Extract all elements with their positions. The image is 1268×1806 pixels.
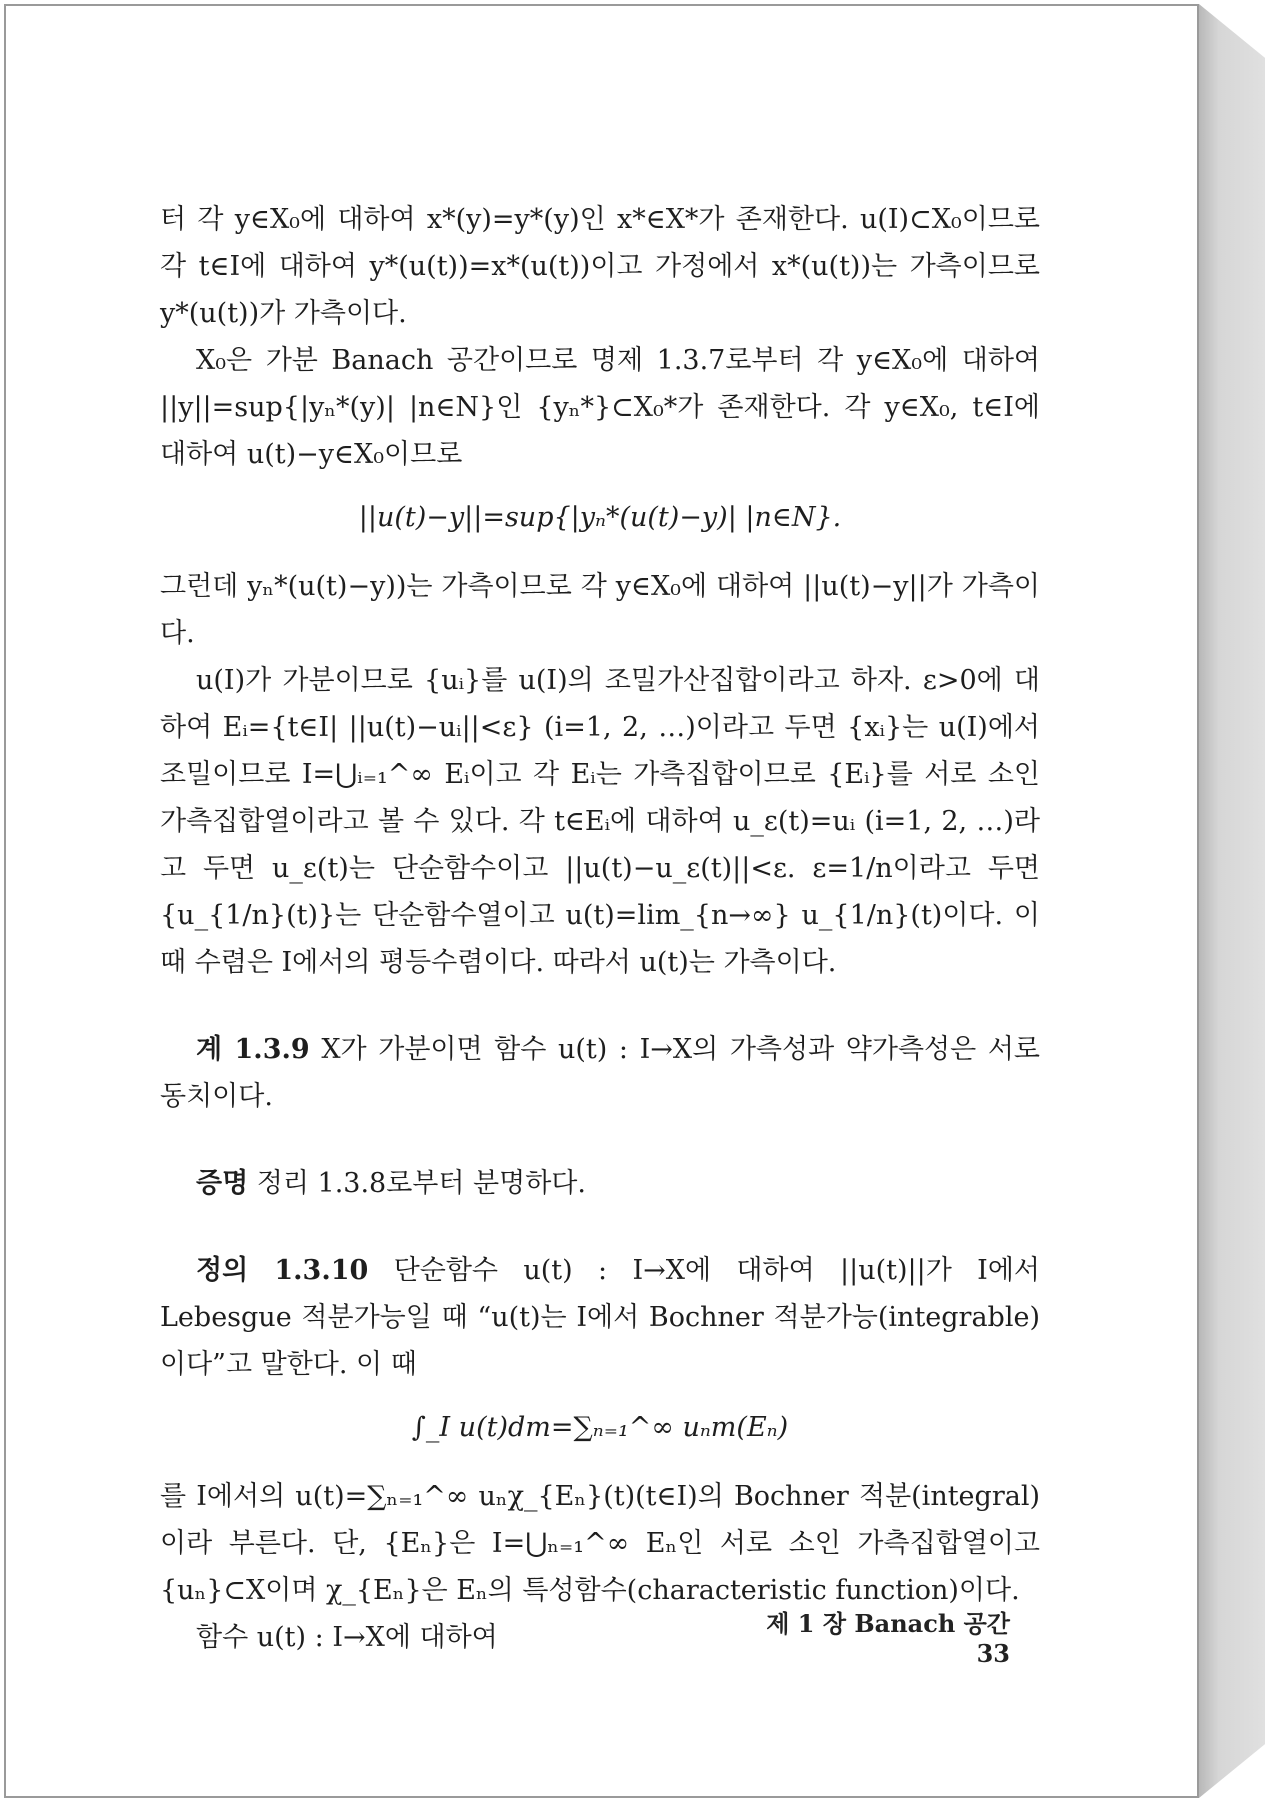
equation-2: ∫_I u(t)dm=∑ₙ₌₁^∞ uₙm(Eₙ): [411, 1412, 789, 1443]
page-edge: [1199, 4, 1265, 1798]
definition-label: 정의 1.3.10: [196, 1255, 369, 1286]
proof-label: 증명: [196, 1168, 249, 1199]
equation-1: ||u(t)−y||=sup{|yₙ*(u(t)−y)| |n∈N}.: [358, 502, 842, 533]
chapter-title: 제 1 장 Banach 공간: [766, 1609, 1010, 1638]
paragraph-2: X₀은 가분 Banach 공간이므로 명제 1.3.7로부터 각 y∈X₀에 대하여 ||y||=sup{|yₙ*(y)| |n∈N}인 {yₙ*}⊂X₀*가 존재한다. 각 y∈X₀, t∈I에 대하여 u(t)−y∈X₀이므로: [160, 345, 1040, 470]
definition: [160, 1247, 1040, 1388]
proof: [160, 1160, 1040, 1207]
paragraph-4: u(I)가 가분이므로 {uᵢ}를 u(I)의 조밀가산집합이라고 하자. ε>0에 대하여 Eᵢ={t∈I| ||u(t)−uᵢ||<ε} (i=1, 2, …)이라고 두면 {xᵢ}는 u(I)에서 조밀이므로 I=⋃ᵢ₌₁^∞ Eᵢ이고 각 Eᵢ는 가측집합이므로 {Eᵢ}를 서로 소인 가측집합열이라고 볼 수 있다. 각 t∈Eᵢ에 대하여 u_ε(t)=uᵢ (i=1, 2, …)라고 두면 u_ε(t)는 단순함수이고 ||u(t)−u_ε(t)||<ε. ε=1/n이라고 두면 {u_{1/n}(t)}는 단순함수열이고 u(t)=lim_{n→∞} u_{1/n}(t)이다. 이 때 수렴은 I에서의 평등수렴이다. 따라서 u(t)는 가측이다.: [160, 665, 1040, 978]
corollary-label: 계 1.3.9: [196, 1034, 310, 1065]
paragraph-3: 그런데 yₙ*(u(t)−y))는 가측이므로 각 y∈X₀에 대하여 ||u(t)−y||가 가측이다.: [160, 571, 1040, 649]
page-number: 33: [976, 1639, 1010, 1668]
corollary: [160, 1026, 1040, 1120]
page-body: [160, 196, 1040, 1661]
definition-text: 단순함수 u(t) : I→X에 대하여 ||u(t)||가 I에서 Lebesgue 적분가능일 때 “u(t)는 I에서 Bochner 적분가능(integrable)이다”고 말한다. 이 때: [160, 1255, 1041, 1380]
page-footer: [730, 1604, 1010, 1668]
corollary-text: X가 가분이면 함수 u(t) : I→X의 가측성과 약가측성은 서로 동치이다.: [160, 1034, 1040, 1112]
paragraph-5: 를 I에서의 u(t)=∑ₙ₌₁^∞ uₙχ_{Eₙ}(t)(t∈I)의 Bochner 적분(integral)이라 부른다. 단, {Eₙ}은 I=⋃ₙ₌₁^∞ Eₙ인 서로 소인 가측집합열이고 {uₙ}⊂X이며 χ_{Eₙ}은 Eₙ의 특성함수(characteristic function)이다.: [160, 1481, 1040, 1606]
paragraph-6: 함수 u(t) : I→X에 대하여: [196, 1622, 498, 1653]
paragraph-1: 터 각 y∈X₀에 대하여 x*(y)=y*(y)인 x*∈X*가 존재한다. u(I)⊂X₀이므로 각 t∈I에 대하여 y*(u(t))=x*(u(t))이고 가정에서 x*(u(t))는 가측이므로 y*(u(t))가 가측이다.: [160, 204, 1040, 329]
proof-text: 정리 1.3.8로부터 분명하다.: [256, 1168, 586, 1199]
